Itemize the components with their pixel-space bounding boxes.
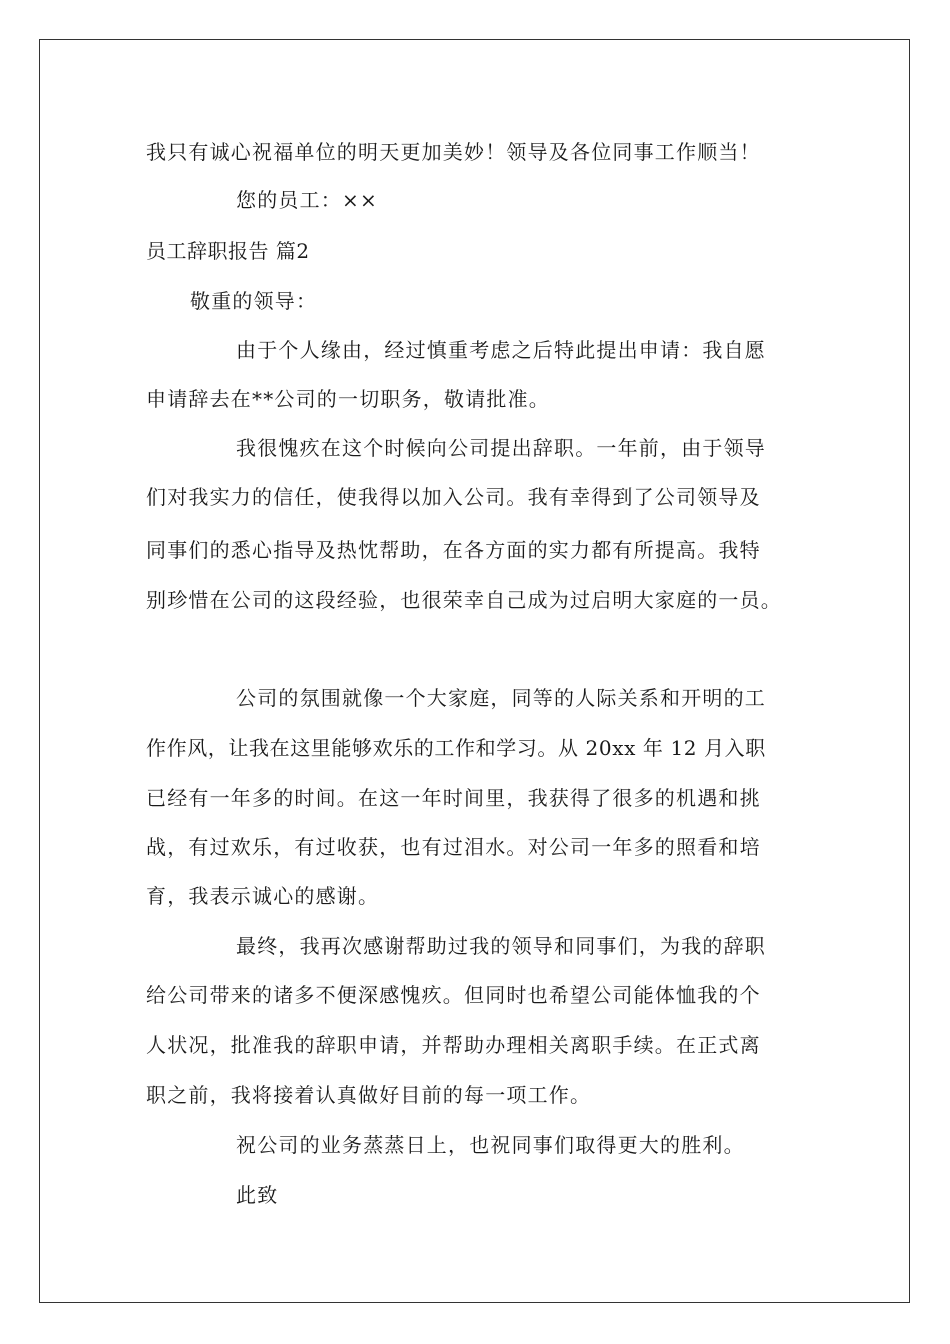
paragraph-2-line-4: 别珍惜在公司的这段经验，也很荣幸自己成为过启明大家庭的一员。 — [146, 588, 782, 612]
paragraph-3-line-3: 已经有一年多的时间。在这一年时间里，我获得了很多的机遇和挑 — [146, 786, 761, 810]
paragraph-1-line-2: 申请辞去在**公司的一切职务，敬请批准。 — [146, 387, 550, 411]
paragraph-4-line-2: 给公司带来的诸多不便深感愧疚。但同时也希望公司能体恤我的个 — [146, 983, 761, 1007]
paragraph-4-line-1: 最终，我再次感谢帮助过我的领导和同事们，为我的辞职 — [236, 934, 766, 958]
paragraph-3-line-1: 公司的氛围就像一个大家庭，同等的人际关系和开明的工 — [236, 686, 766, 710]
paragraph-3-line-2: 作作风，让我在这里能够欢乐的工作和学习。从 20xx 年 12 月入职 — [146, 736, 766, 760]
section-heading: 员工辞职报告 篇2 — [146, 239, 310, 263]
page-border — [39, 39, 910, 1303]
salutation: 敬重的领导： — [190, 289, 318, 313]
paragraph-3-line-4: 战，有过欢乐，有过收获，也有过泪水。对公司一年多的照看和培 — [146, 835, 761, 859]
closing-blessing: 祝公司的业务蒸蒸日上，也祝同事们取得更大的胜利。 — [236, 1133, 745, 1157]
text-line-closing-wish: 我只有诚心祝福单位的明天更加美妙！领导及各位同事工作顺当！ — [146, 140, 761, 164]
paragraph-3-line-5: 育，我表示诚心的感谢。 — [146, 884, 380, 908]
paragraph-4-line-4: 职之前，我将接着认真做好目前的每一项工作。 — [146, 1083, 592, 1107]
paragraph-2-line-1: 我很愧疚在这个时候向公司提出辞职。一年前，由于领导 — [236, 436, 766, 460]
paragraph-1-line-1: 由于个人缘由，经过慎重考虑之后特此提出申请：我自愿 — [236, 338, 766, 362]
text-line-signature: 您的员工：×× — [236, 188, 378, 212]
paragraph-4-line-3: 人状况，批准我的辞职申请，并帮助办理相关离职手续。在正式离 — [146, 1033, 761, 1057]
paragraph-2-line-3: 同事们的悉心指导及热忱帮助，在各方面的实力都有所提高。我特 — [146, 538, 761, 562]
paragraph-2-line-2: 们对我实力的信任，使我得以加入公司。我有幸得到了公司领导及 — [146, 485, 761, 509]
closing-cizhi: 此致 — [236, 1183, 279, 1207]
